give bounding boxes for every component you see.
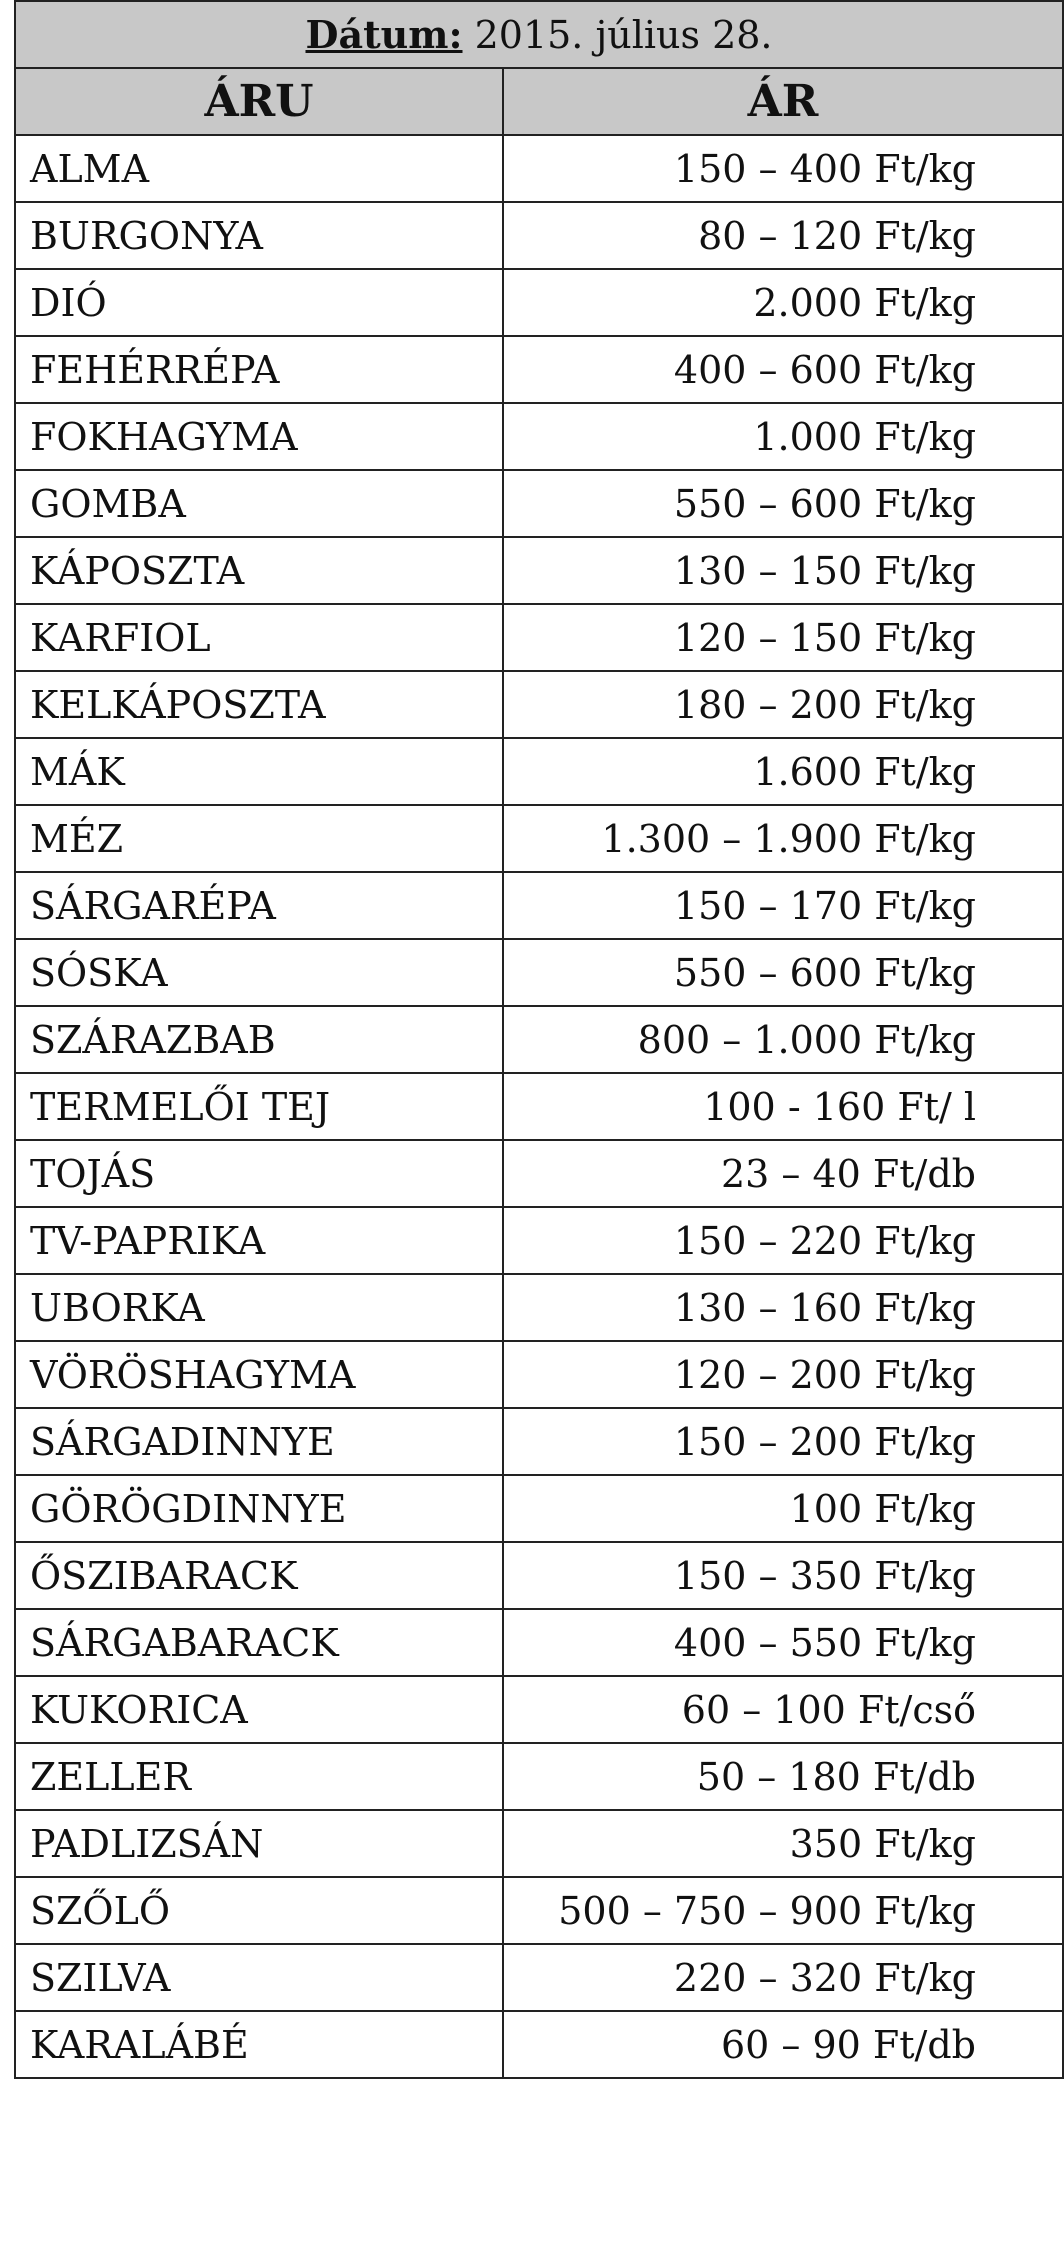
price-cell: 23 – 40 Ft/db [503, 1140, 1063, 1207]
table-row [15, 269, 1063, 336]
table-row [15, 135, 1063, 202]
price-cell: 150 – 220 Ft/kg [503, 1207, 1063, 1274]
price-cell: 400 – 600 Ft/kg [503, 336, 1063, 403]
table-row [15, 1207, 1063, 1274]
item-name-cell: FOKHAGYMA [15, 403, 503, 470]
header-row [15, 68, 1063, 135]
table-row [15, 671, 1063, 738]
price-cell: 150 – 200 Ft/kg [503, 1408, 1063, 1475]
table-row [15, 1877, 1063, 1944]
price-cell: 400 – 550 Ft/kg [503, 1609, 1063, 1676]
price-column-header: ÁR [503, 68, 1063, 135]
table-row [15, 336, 1063, 403]
table-row [15, 1408, 1063, 1475]
item-name-cell: KARALÁBÉ [15, 2011, 503, 2078]
table-row [15, 470, 1063, 537]
item-name-cell: KÁPOSZTA [15, 537, 503, 604]
date-value: 2015. július 28. [474, 13, 773, 57]
item-name-cell: DIÓ [15, 269, 503, 336]
date-row [15, 1, 1063, 68]
item-name-cell: GOMBA [15, 470, 503, 537]
price-cell: 100 - 160 Ft/ l [503, 1073, 1063, 1140]
table-row [15, 1743, 1063, 1810]
table-row [15, 1274, 1063, 1341]
item-name-cell: ŐSZIBARACK [15, 1542, 503, 1609]
item-name-cell: TERMELŐI TEJ [15, 1073, 503, 1140]
table-row [15, 1810, 1063, 1877]
price-cell: 130 – 150 Ft/kg [503, 537, 1063, 604]
item-name-cell: SÓSKA [15, 939, 503, 1006]
item-name-cell: MÁK [15, 738, 503, 805]
table-row [15, 1006, 1063, 1073]
item-name-cell: FEHÉRRÉPA [15, 336, 503, 403]
item-name-cell: VÖRÖSHAGYMA [15, 1341, 503, 1408]
price-cell: 80 – 120 Ft/kg [503, 202, 1063, 269]
price-cell: 350 Ft/kg [503, 1810, 1063, 1877]
price-cell: 500 – 750 – 900 Ft/kg [503, 1877, 1063, 1944]
price-cell: 1.600 Ft/kg [503, 738, 1063, 805]
price-cell: 150 – 350 Ft/kg [503, 1542, 1063, 1609]
price-rows [15, 135, 1063, 2078]
table-row [15, 1676, 1063, 1743]
table-row [15, 2011, 1063, 2078]
table-row [15, 939, 1063, 1006]
price-cell: 550 – 600 Ft/kg [503, 470, 1063, 537]
price-cell: 100 Ft/kg [503, 1475, 1063, 1542]
item-name-cell: SZŐLŐ [15, 1877, 503, 1944]
table-row [15, 604, 1063, 671]
table-row [15, 1542, 1063, 1609]
table-row [15, 805, 1063, 872]
price-cell: 550 – 600 Ft/kg [503, 939, 1063, 1006]
price-cell: 120 – 200 Ft/kg [503, 1341, 1063, 1408]
price-cell: 2.000 Ft/kg [503, 269, 1063, 336]
item-name-cell: KARFIOL [15, 604, 503, 671]
item-name-cell: TOJÁS [15, 1140, 503, 1207]
price-cell: 120 – 150 Ft/kg [503, 604, 1063, 671]
item-name-cell: SZILVA [15, 1944, 503, 2011]
item-name-cell: GÖRÖGDINNYE [15, 1475, 503, 1542]
item-name-cell: PADLIZSÁN [15, 1810, 503, 1877]
table-row [15, 1341, 1063, 1408]
price-cell: 1.300 – 1.900 Ft/kg [503, 805, 1063, 872]
price-cell: 60 – 100 Ft/cső [503, 1676, 1063, 1743]
item-name-cell: SÁRGARÉPA [15, 872, 503, 939]
price-cell: 800 – 1.000 Ft/kg [503, 1006, 1063, 1073]
date-cell [15, 1, 1063, 68]
table-row [15, 403, 1063, 470]
item-name-cell: ZELLER [15, 1743, 503, 1810]
price-cell: 50 – 180 Ft/db [503, 1743, 1063, 1810]
table-row [15, 1140, 1063, 1207]
price-cell: 180 – 200 Ft/kg [503, 671, 1063, 738]
item-name-cell: UBORKA [15, 1274, 503, 1341]
price-cell: 1.000 Ft/kg [503, 403, 1063, 470]
item-name-cell: SZÁRAZBAB [15, 1006, 503, 1073]
item-name-cell: SÁRGADINNYE [15, 1408, 503, 1475]
item-name-cell: BURGONYA [15, 202, 503, 269]
price-cell: 220 – 320 Ft/kg [503, 1944, 1063, 2011]
table-row [15, 202, 1063, 269]
table-row [15, 1475, 1063, 1542]
price-table [14, 0, 1064, 2079]
price-cell: 150 – 170 Ft/kg [503, 872, 1063, 939]
price-cell: 150 – 400 Ft/kg [503, 135, 1063, 202]
item-name-cell: KELKÁPOSZTA [15, 671, 503, 738]
item-name-cell: MÉZ [15, 805, 503, 872]
table-row [15, 1944, 1063, 2011]
table-row [15, 872, 1063, 939]
table-row [15, 537, 1063, 604]
item-column-header: ÁRU [15, 68, 503, 135]
price-cell: 60 – 90 Ft/db [503, 2011, 1063, 2078]
table-row [15, 1073, 1063, 1140]
table-row [15, 1609, 1063, 1676]
item-name-cell: KUKORICA [15, 1676, 503, 1743]
table-row [15, 738, 1063, 805]
date-label: Dátum: [305, 12, 463, 57]
item-name-cell: SÁRGABARACK [15, 1609, 503, 1676]
item-name-cell: ALMA [15, 135, 503, 202]
price-cell: 130 – 160 Ft/kg [503, 1274, 1063, 1341]
item-name-cell: TV-PAPRIKA [15, 1207, 503, 1274]
